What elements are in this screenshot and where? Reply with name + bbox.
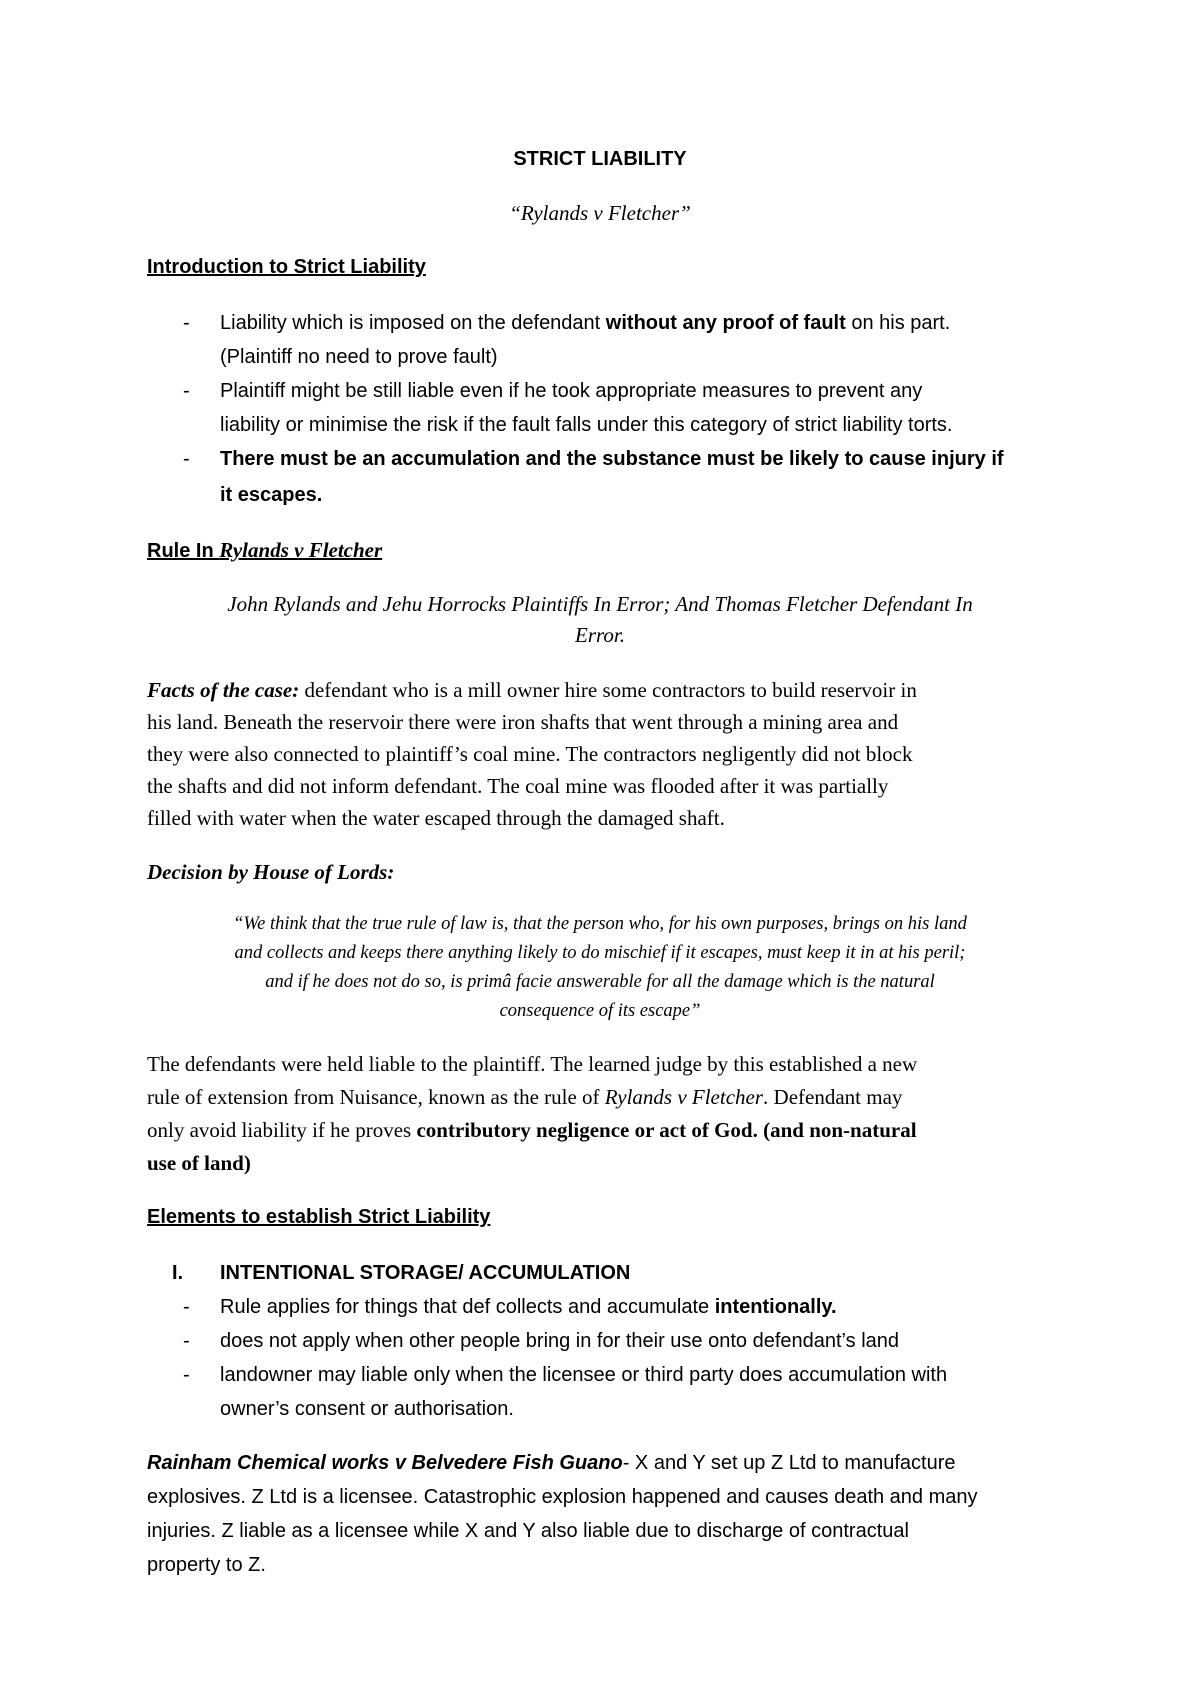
quote-line-3: and if he does not do so, is primâ facie answerable for all the damage which is the natural: [265, 972, 935, 992]
facts-line-4: the shafts and did not inform defendant. The coal mine was flooded after it was partially: [147, 774, 889, 798]
bullet-dash: -: [183, 380, 190, 402]
rule-heading: Rule In Rylands v Fletcher: [147, 538, 383, 562]
held-line-2: rule of extension from Nuisance, known as the rule of Rylands v Fletcher. Defendant may: [147, 1085, 903, 1109]
element-1-bullet-3-line-1: landowner may liable only when the licensee or third party does accumulation with: [220, 1364, 948, 1386]
page-title: STRICT LIABILITY: [513, 148, 687, 170]
intro-bullet-3-line-2: it escapes.: [220, 484, 323, 506]
case-parties-line-2: Error.: [575, 623, 625, 647]
decision-heading: Decision by House of Lords:: [147, 860, 395, 884]
quote-line-2: and collects and keeps there anything likely to do mischief if it escapes, must keep it in at his peril;: [234, 943, 966, 963]
intro-bullet-1-line-2: (Plaintiff no need to prove fault): [220, 346, 498, 368]
element-1-bullet-1: Rule applies for things that def collects and accumulate intentionally.: [220, 1296, 837, 1318]
facts-line-5: filled with water when the water escaped through the damaged shaft.: [147, 806, 725, 830]
case-rainham-line-4: property to Z.: [147, 1554, 266, 1576]
case-parties-line-1: John Rylands and Jehu Horrocks Plaintiffs In Error; And Thomas Fletcher Defendant In: [227, 592, 973, 616]
held-line-4: use of land): [147, 1151, 251, 1175]
bullet-dash: -: [183, 312, 190, 334]
intro-bullet-3-line-1: There must be an accumulation and the substance must be likely to cause injury if: [220, 448, 1004, 470]
quote-line-1: “We think that the true rule of law is, that the person who, for his own purposes, brings on his land: [233, 914, 967, 934]
intro-heading: Introduction to Strict Liability: [147, 256, 426, 278]
element-1-bullet-2: does not apply when other people bring in for their use onto defendant’s land: [220, 1330, 900, 1352]
element-1-bullet-3-line-2: owner’s consent or authorisation.: [220, 1398, 514, 1420]
element-1-number: I.: [172, 1262, 184, 1284]
case-rainham-line-1: Rainham Chemical works v Belvedere Fish Guano- X and Y set up Z Ltd to manufacture: [147, 1452, 956, 1474]
facts-line-1: Facts of the case: defendant who is a mill owner hire some contractors to build reservoir in: [147, 678, 917, 702]
intro-bullet-2-line-1: Plaintiff might be still liable even if he took appropriate measures to prevent any: [220, 380, 923, 402]
bullet-dash: -: [183, 1296, 190, 1318]
element-1-title: INTENTIONAL STORAGE/ ACCUMULATION: [220, 1262, 631, 1284]
held-line-3: only avoid liability if he proves contributory negligence or act of God. (and non-natural: [147, 1118, 917, 1142]
bullet-dash: -: [183, 1330, 190, 1352]
case-rainham-line-3: injuries. Z liable as a licensee while X and Y also liable due to discharge of contractual: [147, 1520, 909, 1542]
bullet-dash: -: [183, 1364, 190, 1386]
quote-line-4: consequence of its escape”: [499, 1001, 701, 1021]
bullet-dash: -: [183, 448, 190, 470]
held-line-1: The defendants were held liable to the plaintiff. The learned judge by this established a new: [147, 1052, 918, 1076]
case-rainham-line-2: explosives. Z Ltd is a licensee. Catastrophic explosion happened and causes death and many: [147, 1486, 978, 1508]
page-subtitle: “Rylands v Fletcher”: [509, 201, 691, 225]
elements-heading: Elements to establish Strict Liability: [147, 1206, 491, 1228]
intro-bullet-2-line-2: liability or minimise the risk if the fault falls under this category of strict liability torts.: [220, 414, 953, 436]
facts-line-2: his land. Beneath the reservoir there were iron shafts that went through a mining area and: [147, 710, 899, 734]
facts-line-3: they were also connected to plaintiff’s coal mine. The contractors negligently did not block: [147, 742, 913, 766]
intro-bullet-1-line-1: Liability which is imposed on the defendant without any proof of fault on his part.: [220, 312, 951, 334]
